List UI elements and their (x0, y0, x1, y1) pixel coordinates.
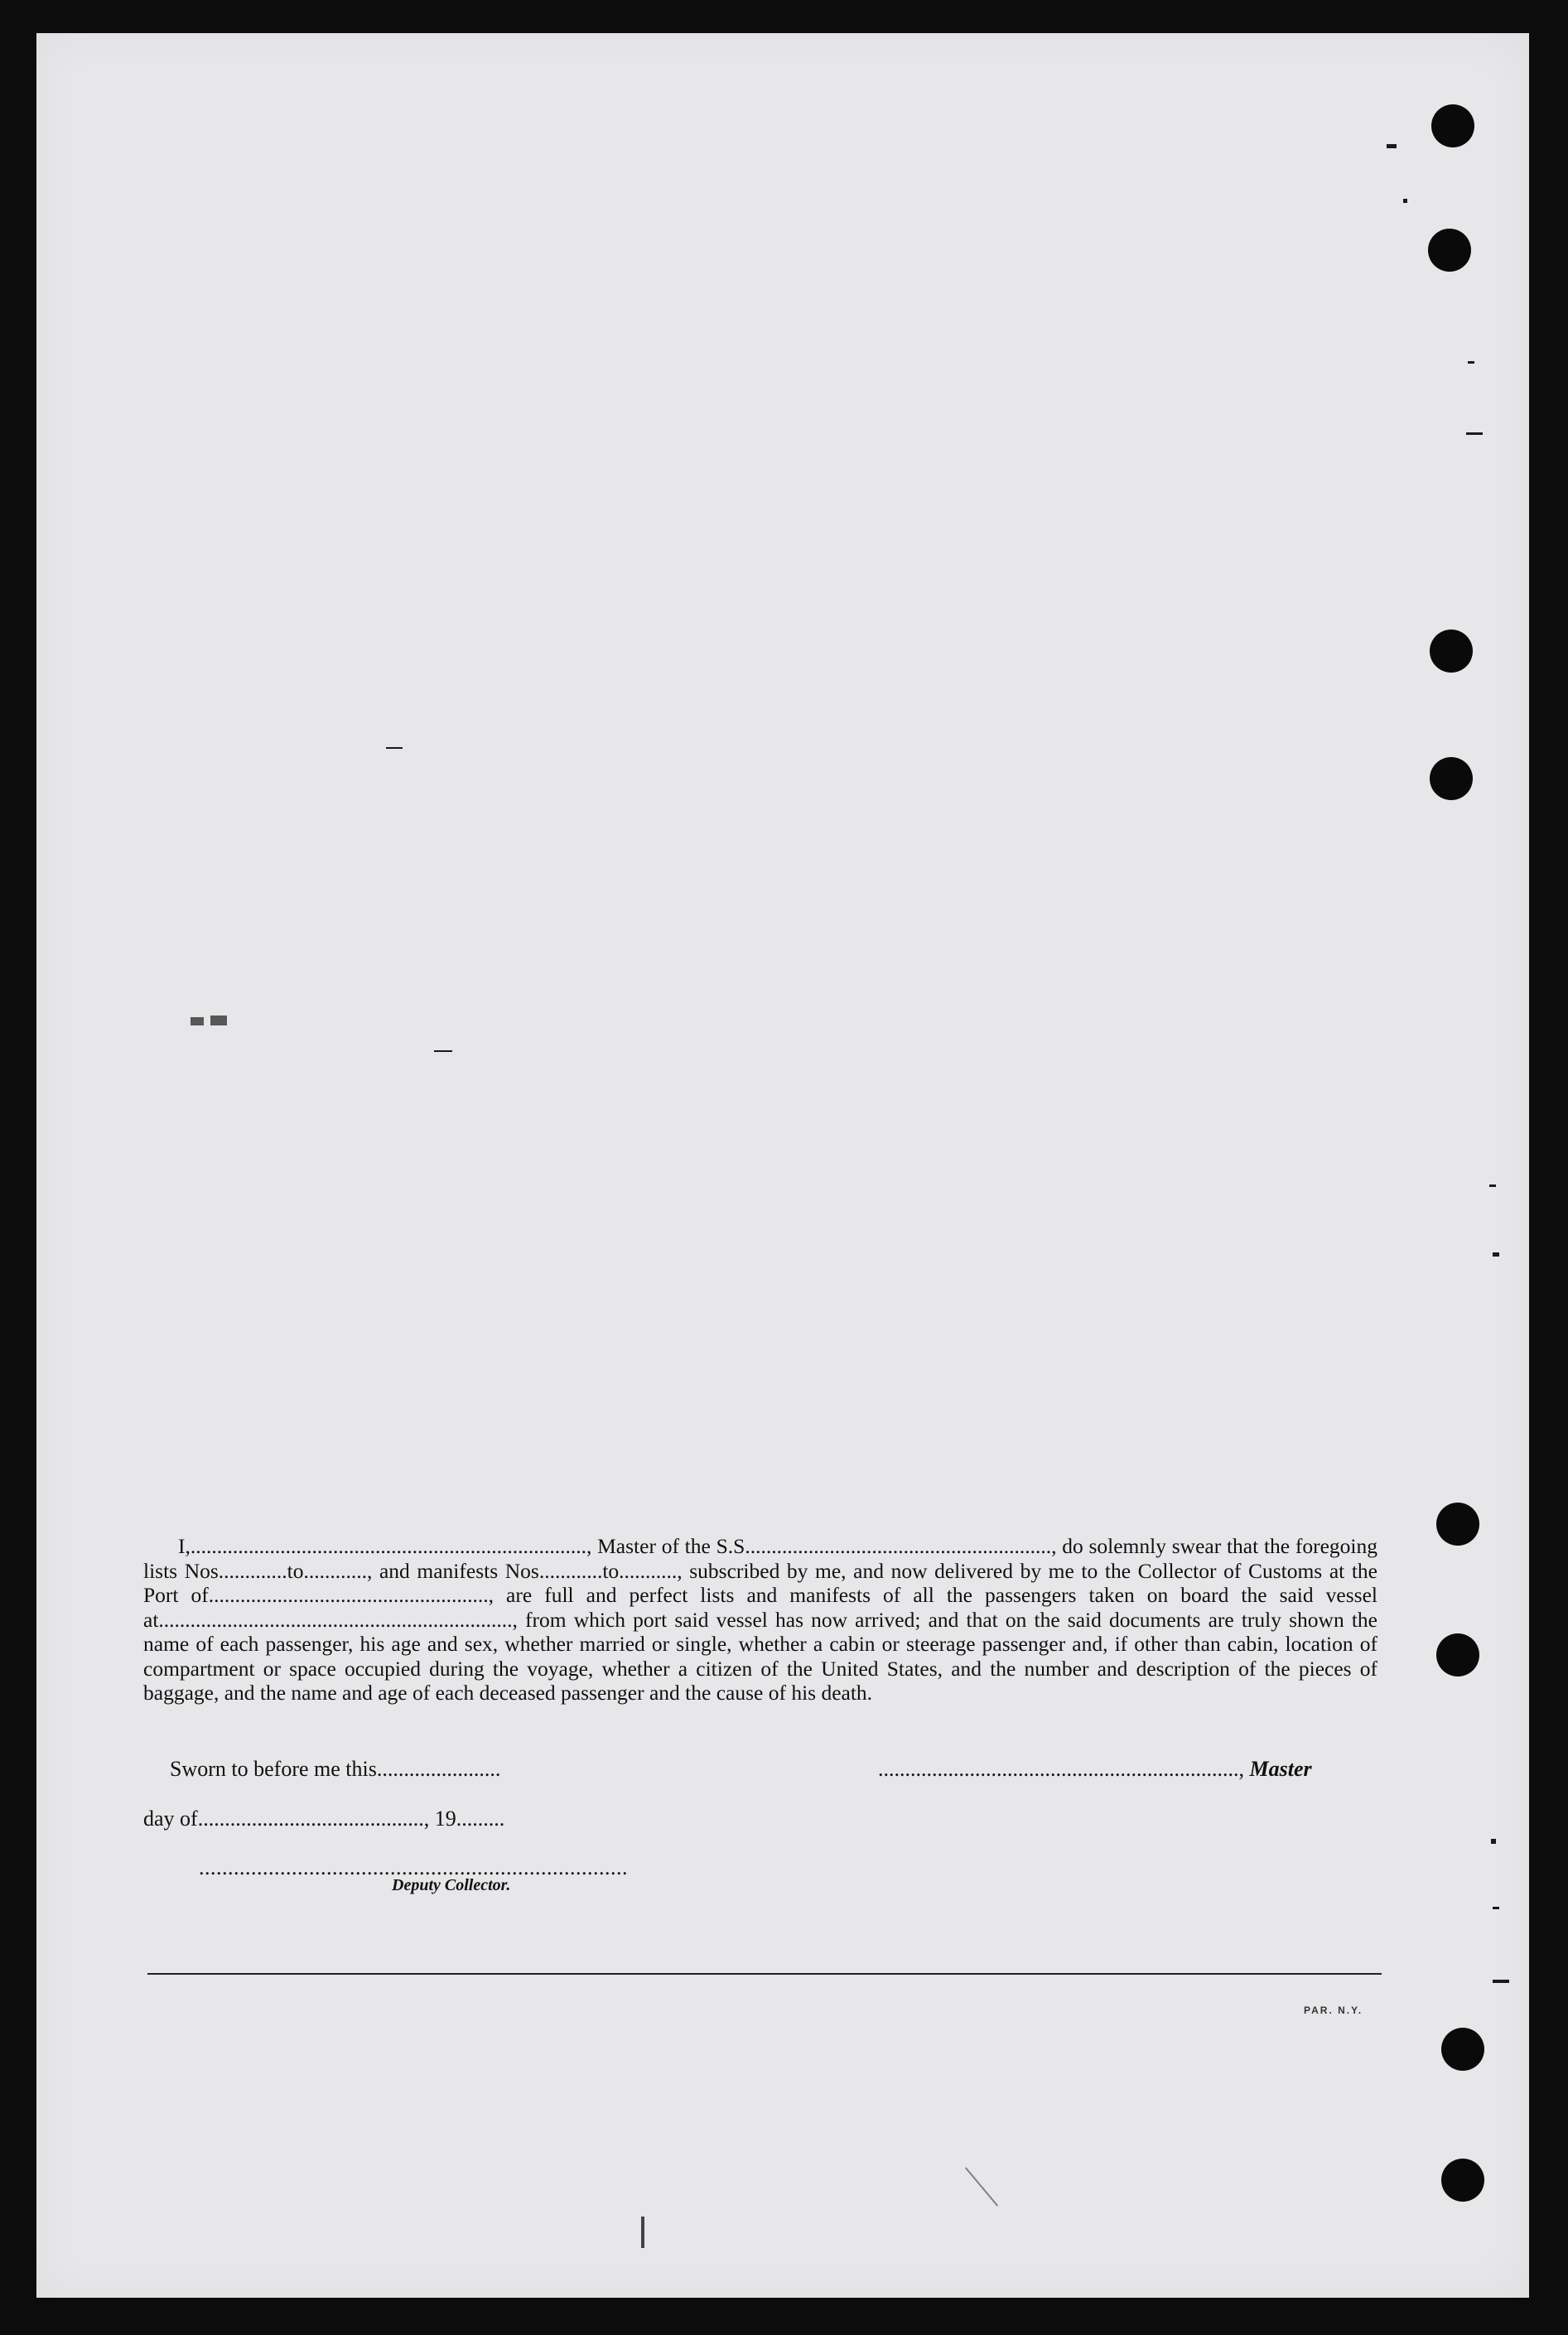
scan-speck (1491, 1839, 1496, 1844)
scan-speck (965, 2167, 998, 2206)
master-oath (143, 1534, 1377, 1705)
scan-speck (1466, 432, 1483, 435)
oath-paragraph: I,..........................................................................., Master of the S.S.........................................................., do solemnly swear that the foregoing lists Nos.............to............, and manifests Nos............to..........., subscribed by me, and now delivered by me to the Collector of Customs at the Port of....................................................., are full and perfect lists and manifests of all the passengers taken on board the said vessel at..................................................................., from which port said vessel has now arrived; and that on the said documents are truly shown the name of each passenger, his age and sex, whether married or single, whether a cabin or steerage passenger and, if other than cabin, location of compartment or space occupied during the voyage, whether a citizen of the United States, and the number and description of the pieces of baggage, and the name and age of each deceased passenger and the cause of his death. (143, 1534, 1377, 1705)
scan-speck (386, 747, 403, 749)
master-signature-line (878, 1757, 1312, 1782)
punch-hole (1428, 229, 1471, 272)
day-of-line: day of.........................................., 19......... (143, 1807, 505, 1831)
scan-speck (1387, 144, 1397, 148)
punch-hole (1430, 630, 1473, 673)
scan-speck (434, 1050, 452, 1052)
punch-hole (1430, 757, 1473, 800)
deputy-collector-label: Deputy Collector. (392, 1876, 511, 1894)
punch-hole (1436, 1633, 1479, 1676)
scan-speck (1403, 199, 1407, 203)
punch-hole (1441, 2159, 1484, 2202)
scan-speck (1493, 1980, 1509, 1983)
punch-hole (1441, 2028, 1484, 2071)
scan-speck (1468, 361, 1474, 364)
scan-speck (1493, 1907, 1499, 1909)
scan-speck (1493, 1252, 1499, 1257)
scan-speck (210, 1016, 227, 1025)
scan-speck (1489, 1184, 1496, 1187)
manifest-page (36, 33, 1529, 2298)
punch-hole (1436, 1503, 1479, 1546)
scan-speck (191, 1017, 204, 1025)
printer-mark: PAR. N.Y. (1304, 2005, 1363, 2016)
scan-speck (641, 2217, 644, 2248)
punch-hole (1431, 104, 1474, 147)
sworn-line: Sworn to before me this....................... (170, 1757, 501, 1781)
deputy-signature-dots: .......................................................................... (199, 1855, 628, 1879)
master-label: Master (1249, 1757, 1312, 1781)
master-signature-dots: ..................................................................., (878, 1757, 1244, 1781)
footer-rule (147, 1973, 1382, 1975)
